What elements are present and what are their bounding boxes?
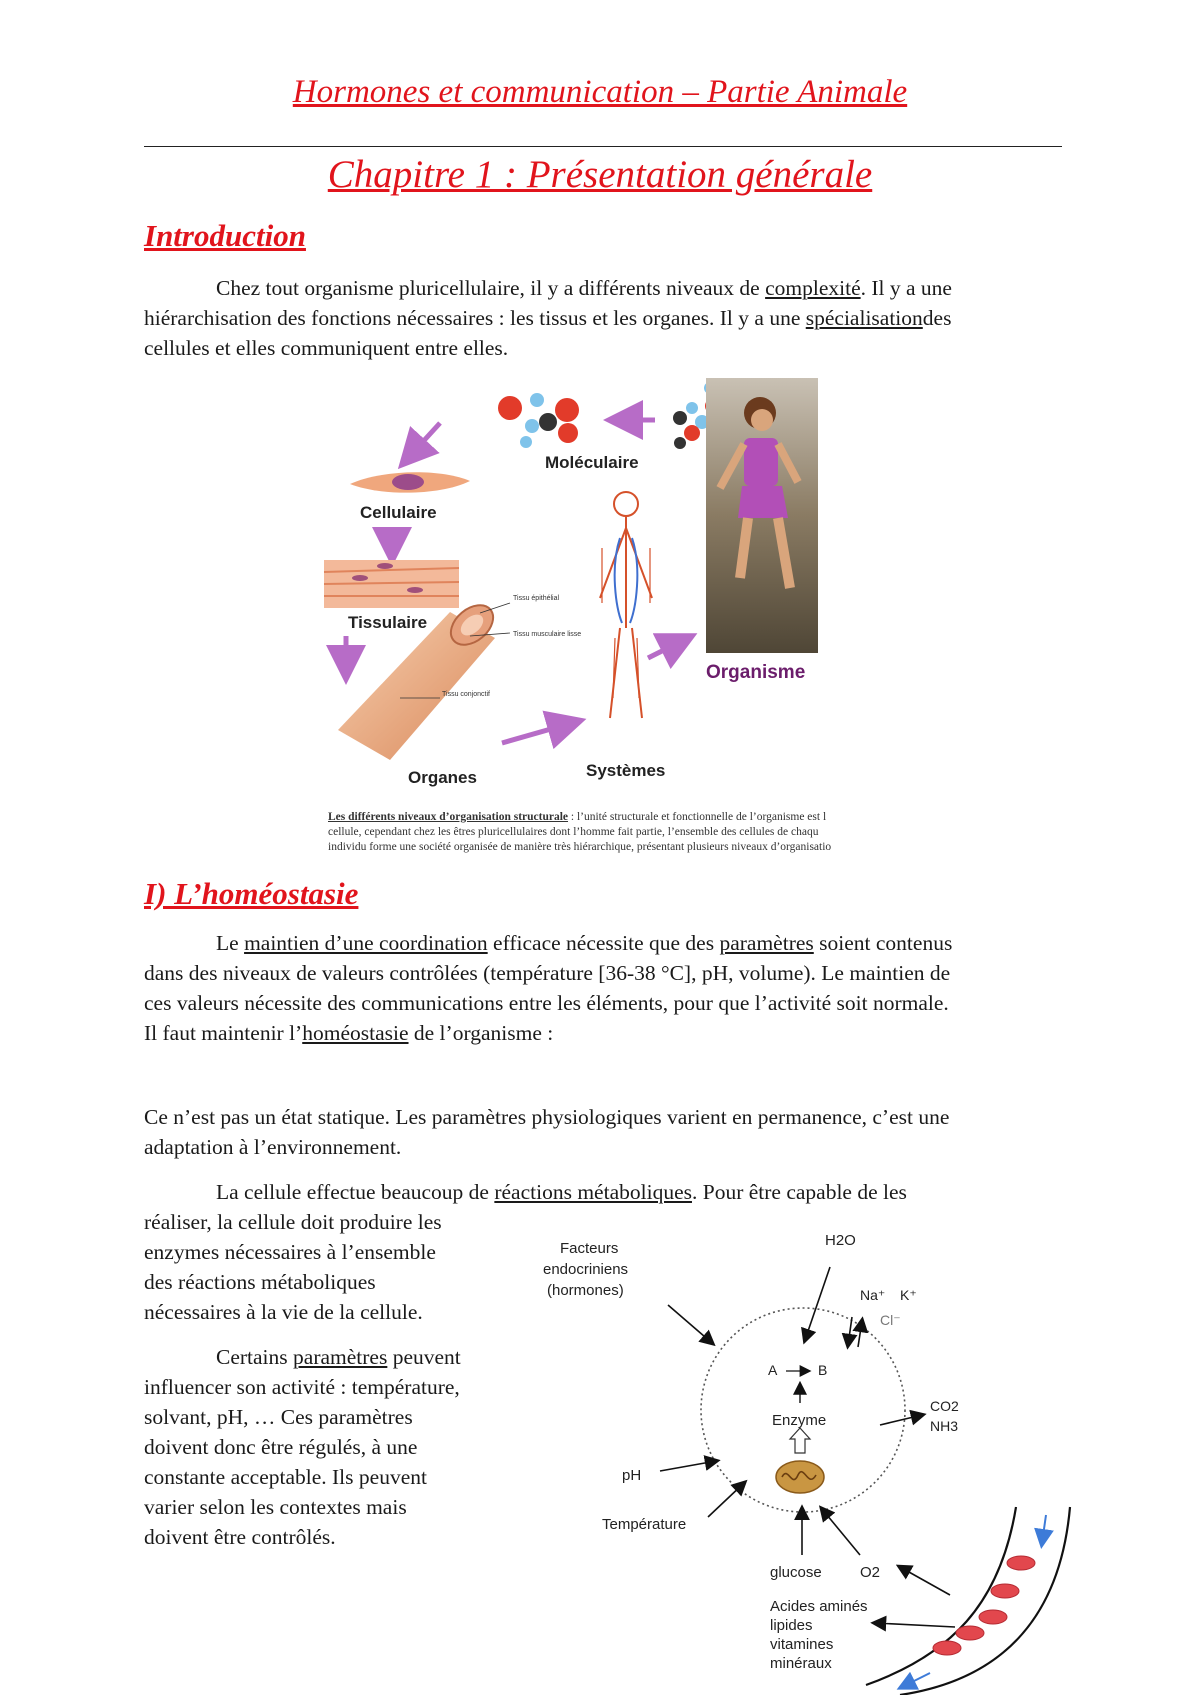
cell-homeostasis-diagram [530, 1225, 1090, 1695]
arrow-h2o [805, 1267, 830, 1340]
arrow-hormones [668, 1305, 712, 1343]
s1-p4-line-6: varier selon les contextes mais [144, 1495, 407, 1519]
s1-p4-line-2: influencer son activité : température, [144, 1375, 460, 1399]
arrow-co2 [880, 1415, 922, 1425]
section1-paragraph-3-first-line: La cellule effectue beaucoup de réactions métaboliques. Pour être capable de les [216, 1180, 907, 1204]
label-tissulaire: Tissulaire [348, 613, 428, 632]
s1-p3-line-5: nécessaires à la vie de la cellule. [144, 1300, 423, 1324]
blood-vessel [866, 1507, 1070, 1695]
label-mineraux: minéraux [770, 1655, 832, 1672]
mitochondrion-icon [776, 1461, 824, 1493]
label-vitamines: vitamines [770, 1636, 834, 1653]
document-title: Hormones et communication – Partie Animale [292, 74, 908, 110]
intro-line-2: hiérarchisation des fonctions nécessaires : les tissus et les organes. Il y a une spécialisationdes [144, 306, 952, 330]
organisation-levels-figure [320, 378, 920, 866]
s1-p4-line-3: solvant, pH, … Ces paramètres [144, 1405, 413, 1429]
s1-p2-line-1: Ce n’est pas un état statique. Les paramètres physiologiques varient en permanence, c’est une [144, 1105, 950, 1129]
s1-p2-line-2: adaptation à l’environnement. [144, 1135, 402, 1159]
label-a: A [768, 1362, 778, 1378]
label-tissu-conjonctif: Tissu conjonctif [442, 691, 490, 698]
s1-p3-line-3: enzymes nécessaires à l’ensemble [144, 1240, 436, 1264]
label-systemes: Systèmes [586, 761, 666, 780]
body-systems-image [600, 492, 652, 718]
blood-flow-arrow-bottom [902, 1673, 930, 1687]
section1-heading: I) L’homéostasie [144, 876, 359, 911]
label-glucose: glucose [770, 1564, 822, 1581]
s1-p3-line-4: des réactions métaboliques [144, 1270, 376, 1294]
intro-line-3: cellules et elles communiquent entre elles. [144, 336, 509, 360]
section1-paragraph-2 [144, 1102, 1079, 1162]
section1-paragraph-4 [144, 1342, 524, 1552]
caption-line-2: cellule, cependant chez les êtres pluricellulaires dont l’homme fait partie, l’ensemble des cellules de chaqu [328, 826, 819, 838]
s1-line-4: Il faut maintenir l’homéostasie de l’organisme : [144, 1021, 554, 1045]
molecule-cluster-left [498, 393, 579, 448]
label-organes: Organes [408, 768, 477, 787]
label-ph: pH [622, 1467, 642, 1484]
label-k: K⁺ [900, 1287, 917, 1303]
arrow-o2 [822, 1509, 860, 1555]
s1-line-3: ces valeurs nécessite des communications entre les éléments, pour que l’activité soit normale. [144, 991, 949, 1015]
runner-photo [706, 378, 818, 653]
label-temperature: Température [602, 1516, 687, 1533]
caption-line-3: individu forme une société organisée de manière très hiérarchique, présentant plusieurs niveaux d’organisatio [328, 841, 832, 853]
intro-line-1: Chez tout organisme pluricellulaire, il y a différents niveaux de complexité. Il y a une [216, 276, 952, 300]
label-facteurs: Facteurs [560, 1240, 619, 1257]
label-lipides: lipides [770, 1617, 813, 1634]
hollow-arrow [790, 1428, 810, 1453]
arrow-temperature [708, 1483, 744, 1517]
chapter-title: Chapitre 1 : Présentation générale [327, 153, 873, 196]
label-acides-amines: Acides aminés [770, 1598, 868, 1615]
s1-p4-line-7: doivent être contrôlés. [144, 1525, 336, 1549]
s1-p4-line-1: Certains paramètres peuvent [216, 1345, 461, 1369]
s1-line-2: dans des niveaux de valeurs contrôlées (température [36-38 °C], pH, volume). Le maintien de [144, 961, 951, 985]
section1-paragraph-3-rest [144, 1207, 524, 1327]
s1-p3-line-2: réaliser, la cellule doit produire les [144, 1210, 442, 1234]
section1-paragraph-1 [144, 928, 1079, 1048]
s1-p4-line-5: constante acceptable. Ils peuvent [144, 1465, 427, 1489]
label-nh3: NH3 [930, 1418, 959, 1434]
s1-p4-line-4: doivent donc être régulés, à une [144, 1435, 418, 1459]
arrow-ions-in [848, 1317, 852, 1345]
arrow-to-systemes [502, 723, 572, 743]
figure1-caption [328, 810, 908, 855]
tissue-image [324, 560, 459, 608]
blood-flow-arrow-top [1042, 1515, 1046, 1543]
intro-paragraph [144, 273, 1074, 363]
label-cl: Cl⁻ [880, 1312, 901, 1328]
caption-line-1: Les différents niveaux d’organisation structurale : l’unité structurale et fonctionnelle de l’organisme est l [328, 811, 827, 823]
label-b: B [818, 1362, 828, 1378]
s1-line-1: Le maintien d’une coordination efficace nécessite que des paramètres soient contenus [216, 931, 953, 955]
label-moleculaire: Moléculaire [545, 453, 639, 472]
label-h2o: H2O [825, 1232, 856, 1249]
label-organisme: Organisme [706, 662, 806, 683]
label-tissu-epithelial: Tissu épithélial [513, 595, 560, 602]
arrow-nutrients-2 [875, 1623, 955, 1627]
label-co2: CO2 [930, 1398, 959, 1414]
arrow-nutrients-1 [900, 1567, 950, 1595]
arrow-to-cellulaire [408, 423, 440, 458]
label-cellulaire: Cellulaire [360, 503, 437, 522]
label-enzyme: Enzyme [772, 1412, 827, 1429]
label-o2: O2 [860, 1564, 881, 1581]
label-tissu-musculaire: Tissu musculaire lisse [513, 631, 582, 638]
label-hormones: (hormones) [547, 1282, 624, 1299]
arrow-to-organisme [648, 640, 684, 658]
label-na: Na⁺ [860, 1287, 886, 1303]
cell-image [350, 472, 470, 492]
arrow-ions-out [858, 1321, 862, 1347]
label-endocriniens: endocriniens [543, 1261, 629, 1278]
arrow-ph [660, 1461, 716, 1471]
title-divider [144, 146, 1062, 147]
intro-heading: Introduction [144, 218, 306, 253]
